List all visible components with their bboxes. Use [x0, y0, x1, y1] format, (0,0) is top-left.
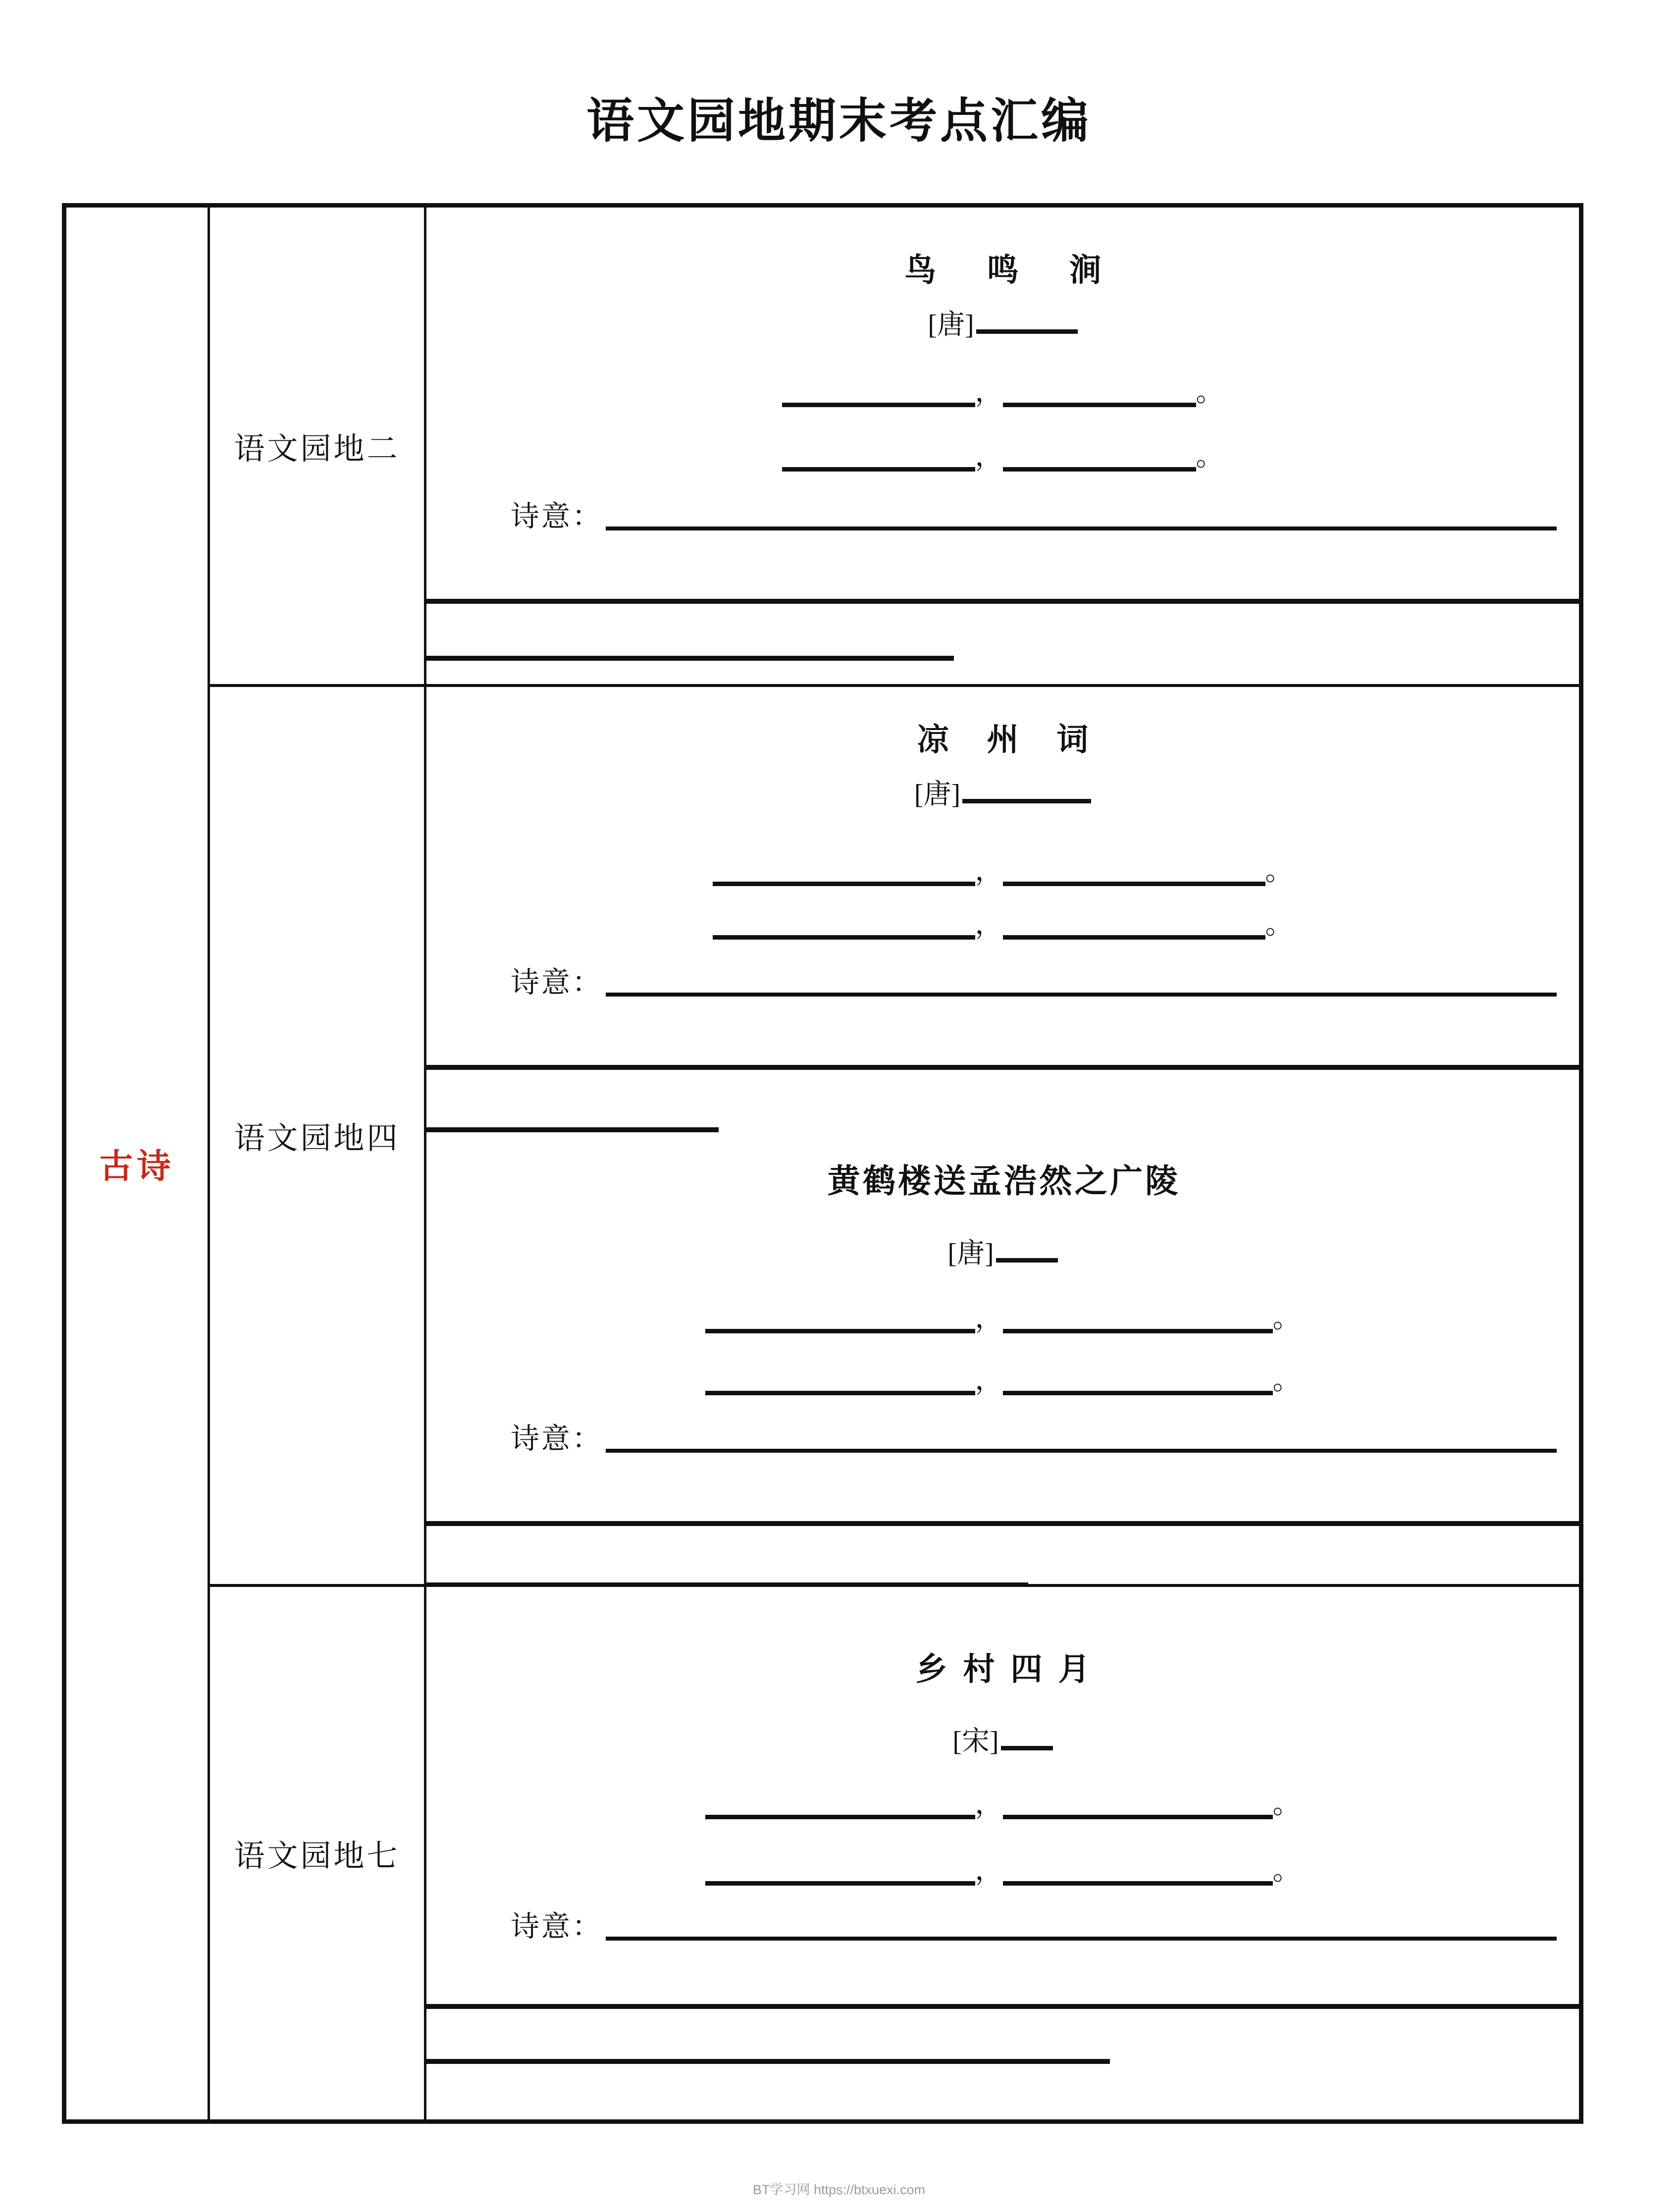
comma-punct: ， [975, 1365, 1003, 1396]
poem-title-text: 黄鹤楼送孟浩然之广陵 [827, 1163, 1181, 1200]
poem-block-huanghelou [426, 1155, 1579, 1587]
verse-fill-blank [1003, 882, 1265, 886]
unit-cell-yuwenyuandi-7 [210, 1587, 426, 2119]
verse-fill-blank [782, 403, 975, 407]
unit-cell-yuwenyuandi-4 [210, 687, 426, 1587]
poem-meaning-label: 诗意： [511, 500, 603, 532]
poem-meaning-label: 诗意： [511, 1910, 603, 1943]
verse-fill-blank [705, 1881, 975, 1886]
dynasty-label: [唐] [928, 310, 974, 340]
watermark-footer: BT学习网 https://btxuexi.com [752, 2182, 926, 2197]
verse-fill-blank [1003, 1329, 1273, 1333]
poem-author-line [426, 772, 1579, 810]
poem-cell-row1 [426, 208, 1579, 687]
writing-line-short [426, 1127, 719, 1132]
unit-label: 语文园地七 [234, 1840, 400, 1873]
writing-line-short [426, 1582, 1028, 1587]
verse-fill-blank [713, 882, 975, 886]
poem-cell-row2 [426, 687, 1579, 1587]
poem-meaning-line [426, 961, 1579, 1001]
verse-fill-blank [705, 1391, 975, 1395]
verse-line-1 [426, 1284, 1579, 1333]
poem-block-niaomingjian [426, 245, 1579, 661]
poem-author-line [426, 1719, 1579, 1757]
poem-block-xiangcunsiyue [426, 1644, 1579, 2064]
author-fill-blank [976, 329, 1078, 334]
category-cell [66, 208, 210, 2119]
meaning-fill-line [606, 1937, 1557, 1941]
comma-punct: ， [975, 377, 1003, 408]
period-punct: 。 [1196, 377, 1224, 408]
poem-meaning-line [426, 495, 1579, 534]
comma-punct: ， [975, 856, 1003, 887]
period-punct: 。 [1265, 856, 1293, 887]
author-fill-blank [996, 1258, 1058, 1263]
page-title: 语文园地期末考点汇编 [586, 95, 1092, 148]
poem-title [426, 245, 1579, 290]
comma-punct: ， [975, 1303, 1003, 1334]
period-punct: 。 [1272, 1303, 1301, 1334]
verse-fill-blank [1003, 1391, 1273, 1395]
writing-line-full [426, 1065, 1579, 1070]
author-fill-blank [962, 799, 1091, 803]
poem-block-liangzhouci [426, 714, 1579, 1132]
unit-cell-yuwenyuandi-2 [210, 208, 426, 687]
poem-meaning-label: 诗意： [511, 966, 603, 999]
period-punct: 。 [1272, 1855, 1301, 1886]
period-punct: 。 [1272, 1365, 1301, 1396]
verse-fill-blank [705, 1329, 975, 1333]
comma-punct: ， [975, 441, 1003, 472]
comma-punct: ， [975, 909, 1003, 940]
verse-fill-blank [705, 1815, 975, 1819]
verse-line-2 [426, 1836, 1579, 1886]
writing-line-short [426, 656, 954, 661]
verse-line-1 [426, 837, 1579, 886]
verse-fill-blank [1003, 1881, 1273, 1886]
poem-author-line [426, 303, 1579, 340]
verse-line-2 [426, 422, 1579, 472]
poem-title-text: 鸟鸣涧 [904, 253, 1152, 288]
comma-punct: ， [975, 1855, 1003, 1886]
period-punct: 。 [1272, 1789, 1301, 1820]
dynasty-label: [唐] [947, 1238, 994, 1269]
poem-title-text: 乡村四月 [915, 1652, 1106, 1687]
writing-line-full [426, 599, 1579, 604]
meaning-fill-line [606, 1449, 1557, 1453]
poem-title-text: 凉州词 [917, 722, 1127, 757]
verse-fill-blank [1003, 403, 1196, 407]
poem-title [426, 1644, 1579, 1689]
unit-label: 语文园地二 [234, 432, 400, 466]
poem-meaning-line [426, 1417, 1579, 1457]
writing-line-short [426, 2059, 1110, 2064]
writing-line-full [426, 2004, 1579, 2009]
meaning-fill-line [606, 527, 1557, 530]
poem-author-line [426, 1231, 1579, 1269]
verse-line-2 [426, 890, 1579, 940]
verse-fill-blank [713, 935, 975, 940]
unit-label: 语文园地四 [234, 1122, 400, 1156]
period-punct: 。 [1265, 909, 1293, 940]
poem-cell-row3 [426, 1587, 1579, 2119]
verse-fill-blank [1003, 935, 1265, 940]
writing-line-full [426, 1521, 1579, 1526]
category-label: 古诗 [99, 1147, 175, 1185]
meaning-fill-line [606, 993, 1557, 997]
verse-line-1 [426, 1770, 1579, 1819]
verse-line-2 [426, 1346, 1579, 1395]
verse-line-1 [426, 358, 1579, 407]
dynasty-label: [宋] [952, 1726, 999, 1757]
poem-meaning-label: 诗意： [511, 1422, 603, 1455]
poem-meaning-line [426, 1905, 1579, 1945]
author-fill-blank [1001, 1746, 1053, 1750]
verse-fill-blank [782, 467, 975, 472]
comma-punct: ， [975, 1789, 1003, 1820]
worksheet-table [62, 203, 1583, 2124]
poem-title [426, 1155, 1579, 1202]
verse-fill-blank [1003, 467, 1196, 472]
dynasty-label: [唐] [914, 779, 961, 810]
period-punct: 。 [1196, 441, 1224, 472]
verse-fill-blank [1003, 1815, 1273, 1819]
poem-title [426, 714, 1579, 760]
